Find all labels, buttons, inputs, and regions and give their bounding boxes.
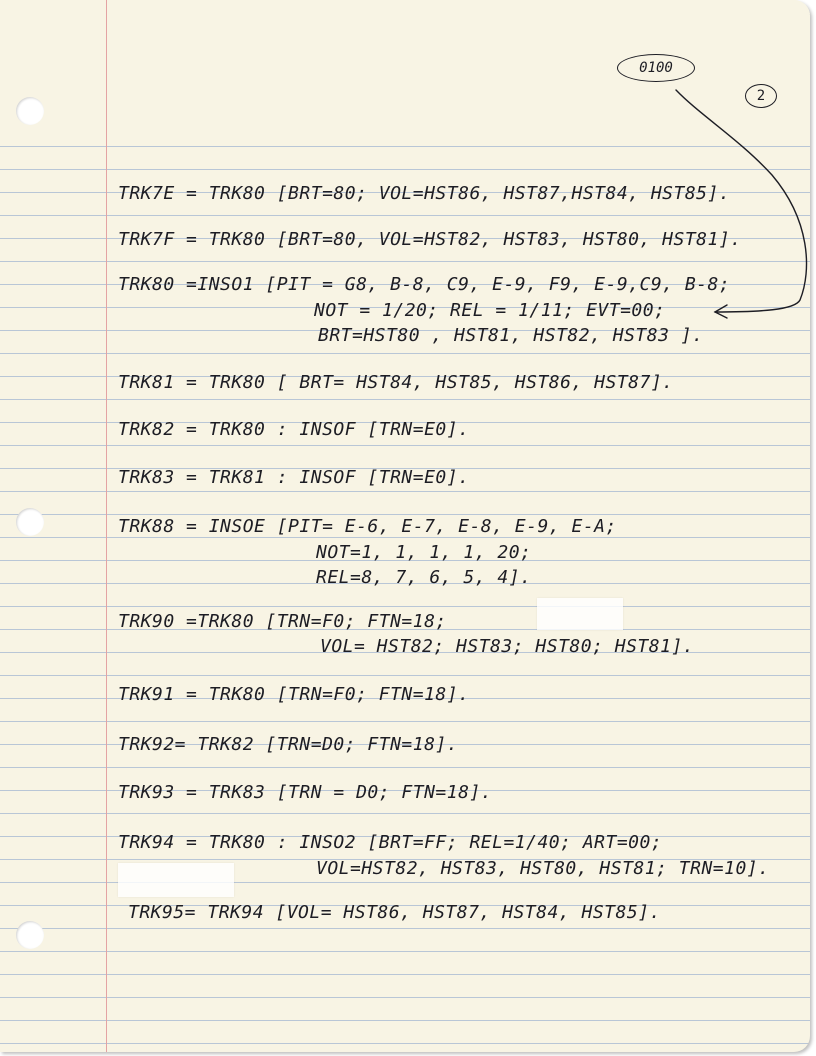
- line-trk7e: TRK7E = TRK80 [BRT=80; VOL=HST86, HST87,HST84, HST85].: [118, 183, 731, 204]
- page-number: 2: [745, 84, 777, 108]
- tape-patch-lower: [118, 863, 234, 897]
- margin-rule: [106, 0, 107, 1052]
- punch-hole-top: [16, 97, 44, 125]
- oval-tag: 0100: [617, 54, 695, 82]
- line-trk80-not: NOT = 1/20; REL = 1/11; EVT=00;: [314, 300, 666, 321]
- line-trk93: TRK93 = TRK83 [TRN = D0; FTN=18].: [118, 782, 493, 803]
- punch-hole-middle: [16, 508, 44, 536]
- line-trk88-rel: REL=8, 7, 6, 5, 4].: [316, 567, 532, 588]
- line-trk94-vol: VOL=HST82, HST83, HST80, HST81; TRN=10].: [316, 858, 770, 879]
- line-trk83: TRK83 = TRK81 : INSOF [TRN=E0].: [118, 467, 470, 488]
- punch-hole-bottom: [16, 921, 44, 949]
- line-trk80-brt: BRT=HST80 , HST81, HST82, HST83 ].: [318, 325, 704, 346]
- line-trk7f: TRK7F = TRK80 [BRT=80, VOL=HST82, HST83, HST80, HST81].: [118, 229, 742, 250]
- line-trk88-not: NOT=1, 1, 1, 1, 20;: [316, 542, 532, 563]
- line-trk91: TRK91 = TRK80 [TRN=F0; FTN=18].: [118, 684, 470, 705]
- line-trk81: TRK81 = TRK80 [ BRT= HST84, HST85, HST86, HST87].: [118, 372, 674, 393]
- line-trk82: TRK82 = TRK80 : INSOF [TRN=E0].: [118, 419, 470, 440]
- tape-patch-upper: [537, 598, 623, 630]
- line-trk90-vol: VOL= HST82; HST83; HST80; HST81].: [320, 636, 695, 657]
- line-trk95: TRK95= TRK94 [VOL= HST86, HST87, HST84, HST85].: [128, 902, 661, 923]
- line-trk88: TRK88 = INSOE [PIT= E-6, E-7, E-8, E-9, E-A;: [118, 516, 617, 537]
- line-trk80: TRK80 =INSO1 [PIT = G8, B-8, C9, E-9, F9, E-9,C9, B-8;: [118, 274, 731, 295]
- line-trk94: TRK94 = TRK80 : INSO2 [BRT=FF; REL=1/40; ART=00;: [118, 832, 663, 853]
- line-trk92: TRK92= TRK82 [TRN=D0; FTN=18].: [118, 734, 459, 755]
- line-trk90: TRK90 =TRK80 [TRN=F0; FTN=18;: [118, 611, 447, 632]
